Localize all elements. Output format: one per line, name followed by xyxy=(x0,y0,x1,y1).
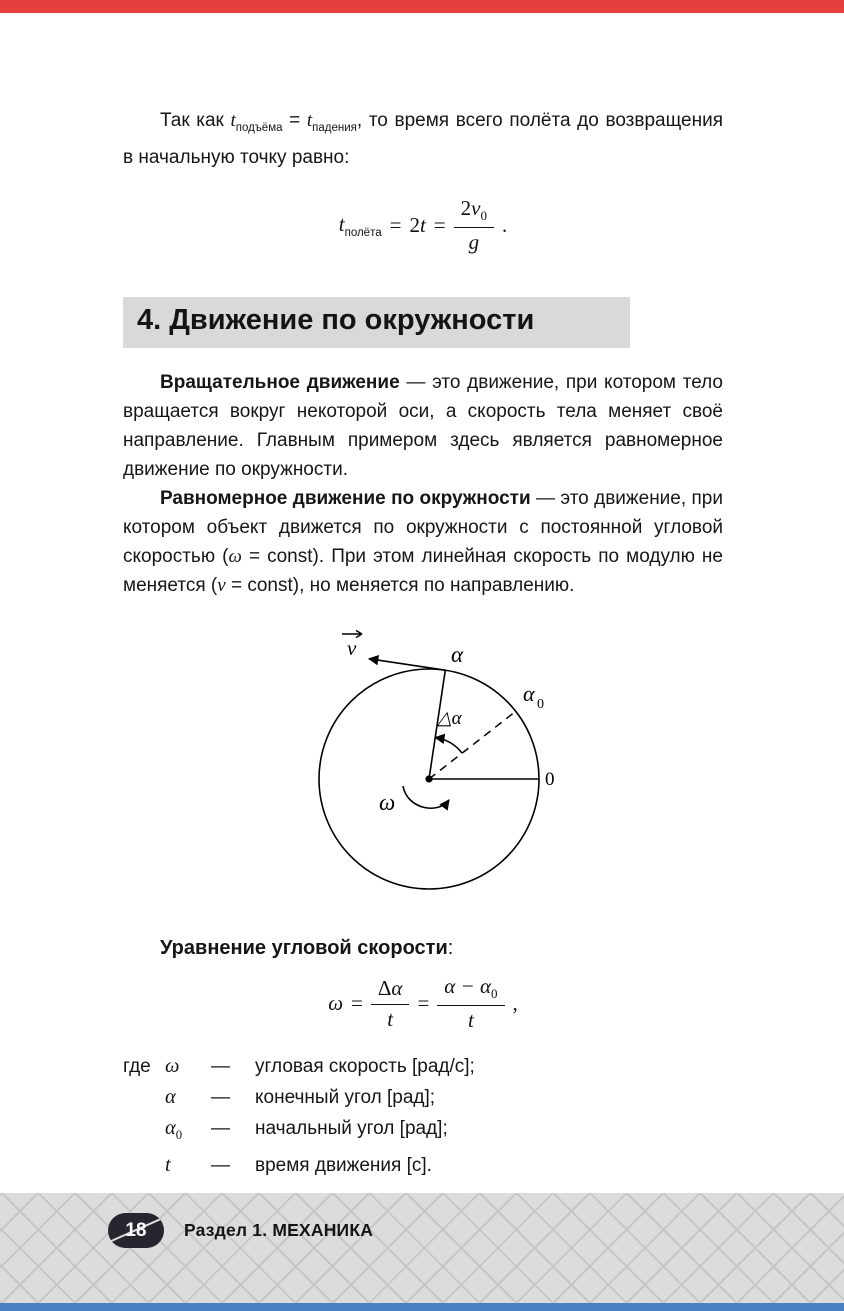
alpha-symbol: α xyxy=(165,1086,176,1109)
zero-label: 0 xyxy=(545,768,555,790)
fraction-denominator xyxy=(437,1005,504,1033)
circular-motion-diagram xyxy=(279,622,589,902)
fraction-alpha-minus-alpha0-over-t xyxy=(437,974,504,1033)
equals-sign: = xyxy=(351,991,363,1016)
delta-angle-arc-arrow xyxy=(435,737,462,753)
center-point xyxy=(425,775,432,782)
alpha0-label: α xyxy=(523,680,535,706)
fraction-numerator xyxy=(437,974,504,1005)
t-symbol: t xyxy=(165,1154,171,1177)
alpha0-subscript: 0 xyxy=(491,986,498,1002)
diagram-container xyxy=(123,622,723,907)
definition-dash: — xyxy=(211,1155,230,1177)
definition-text: угловая скорость [рад/с]; xyxy=(255,1056,475,1078)
intro-lead: Так как xyxy=(160,110,231,131)
definition-text: конечный угол [рад]; xyxy=(255,1087,436,1109)
definition-symbol xyxy=(165,1113,211,1150)
equals-sign: = xyxy=(433,212,446,237)
definition-dash: — xyxy=(211,1056,230,1078)
v-symbol: v xyxy=(217,574,226,596)
alpha-minus-alpha0: α − α xyxy=(444,973,491,998)
equals-sign: = xyxy=(417,991,430,1016)
rotational-motion-paragraph xyxy=(123,368,723,484)
section-heading: 4. Движение по окружности xyxy=(123,297,630,348)
definition-symbol xyxy=(165,1150,211,1180)
rotational-motion-text: — это движение, при котором тело вращается вокруг некоторой оси, а скорость тела меняет своё направление. Главным примером здесь является равномерное движение по окружности. xyxy=(123,371,723,480)
fraction-denominator xyxy=(454,227,494,255)
v0-subscript: 0 xyxy=(480,207,487,223)
definition-text: время движения [с]. xyxy=(255,1155,432,1177)
term-rotational-motion: Вращательное движение xyxy=(160,371,400,393)
definition-row xyxy=(123,1082,723,1113)
delta-alpha-label: △α xyxy=(437,707,462,729)
uniform-motion-paragraph xyxy=(123,484,723,600)
omega-symbol: ω xyxy=(328,991,344,1016)
definition-row xyxy=(123,1113,723,1150)
uniform-motion-text-1: — это движение, при котором объект движется по окружности с постоянной угловой скоростью ( xyxy=(123,487,723,567)
t-flight-subscript: полёта xyxy=(344,226,382,239)
alpha0-subscript: 0 xyxy=(175,1128,183,1143)
definition-row xyxy=(123,1051,723,1082)
time-up-subscript: подъёма xyxy=(235,121,283,134)
time-fall-symbol: t xyxy=(306,110,313,131)
definitions-prefix: где xyxy=(123,1056,151,1078)
page-number-badge xyxy=(108,1213,164,1248)
comma: , xyxy=(512,991,518,1016)
fraction-delta-alpha-over-t xyxy=(371,976,410,1032)
definition-symbol xyxy=(165,1082,211,1112)
definition-row xyxy=(123,1150,723,1181)
fraction-2v0-over-g xyxy=(454,196,494,255)
omega-symbol: ω xyxy=(165,1055,180,1078)
time-fall-subscript: падения xyxy=(312,121,357,134)
coefficient-2: 2 xyxy=(409,212,420,237)
omega-symbol: ω xyxy=(228,545,242,567)
definition-text: начальный угол [рад]; xyxy=(255,1118,448,1140)
bottom-edge-blue-bar xyxy=(0,1303,844,1311)
omega-label: ω xyxy=(379,789,396,815)
alpha0-subscript: 0 xyxy=(537,696,544,712)
intro-rest: , то время всего полёта до возвращения в начальную точку равно: xyxy=(123,110,724,168)
term-uniform-circular-motion: Равномерное движение по окружности xyxy=(160,487,531,509)
v-symbol: v xyxy=(471,195,481,220)
alpha-symbol: α xyxy=(391,975,403,1000)
alpha-symbol: α xyxy=(165,1117,176,1140)
fraction-numerator xyxy=(371,976,410,1004)
footer xyxy=(108,1213,373,1248)
footer-section-label: Раздел 1. МЕХАНИКА xyxy=(184,1220,374,1240)
definitions-list xyxy=(123,1051,723,1181)
t-symbol: t xyxy=(387,1006,394,1031)
t-symbol: t xyxy=(419,212,426,237)
equation-heading-colon: : xyxy=(447,936,454,959)
coefficient-2: 2 xyxy=(460,195,472,220)
delta-symbol: Δ xyxy=(377,975,392,1000)
page-content xyxy=(123,0,723,1181)
footer-decorative-band xyxy=(0,1193,844,1303)
t-symbol: t xyxy=(338,211,345,236)
uniform-motion-text-2: = const). При этом линейная скорость по модулю не меняется ( xyxy=(123,545,723,596)
fraction-denominator xyxy=(371,1004,410,1032)
g-symbol: g xyxy=(468,229,480,254)
period: . xyxy=(501,212,508,237)
t-symbol: t xyxy=(467,1008,474,1033)
intro-equals: = xyxy=(282,110,307,131)
page-number: 18 xyxy=(125,1219,147,1241)
flight-time-formula xyxy=(123,196,723,255)
angular-velocity-formula xyxy=(123,974,723,1033)
definition-symbol xyxy=(165,1051,211,1081)
flight-time-lhs xyxy=(339,212,382,239)
two-t-term xyxy=(409,213,425,238)
velocity-label: v xyxy=(347,635,357,660)
angular-velocity-equation-heading xyxy=(160,937,723,960)
fraction-numerator xyxy=(454,196,494,227)
omega-rotation-arrow xyxy=(403,786,449,808)
definition-dash: — xyxy=(211,1087,230,1109)
equals-sign: = xyxy=(389,212,402,237)
time-up-symbol: t xyxy=(230,110,236,131)
equation-heading-bold: Уравнение угловой скорости xyxy=(160,936,448,959)
intro-paragraph xyxy=(123,106,723,172)
velocity-vector-arrow xyxy=(369,659,445,670)
definition-dash: — xyxy=(211,1118,230,1140)
uniform-motion-text-3: = const), но меняется по направлению. xyxy=(225,574,575,596)
alpha-label: α xyxy=(451,641,464,667)
